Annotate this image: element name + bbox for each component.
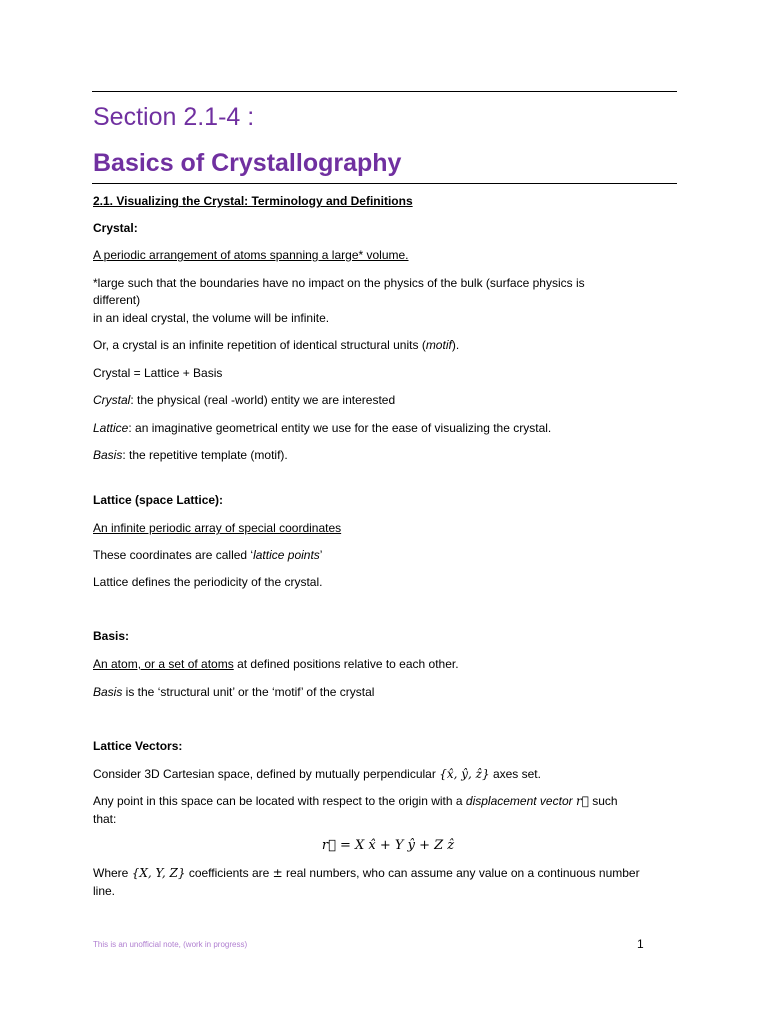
displacement-equation: r⃗ = X x̂ + Y ŷ + Z ẑ [321, 838, 455, 853]
crystal-desc: : the physical (real -world) entity we are interested [130, 393, 396, 407]
where-mid: coefficients are [185, 866, 273, 880]
crystal-heading: Crystal: [93, 221, 138, 235]
crystal-term-line [93, 392, 683, 410]
point-line [93, 793, 683, 811]
crystal-note-line1: *large such that the boundaries have no impact on the physics of the bulk (surface physics is [93, 276, 585, 290]
point-term: displacement vector [465, 794, 576, 808]
section-title: Section 2.1-4 : [93, 103, 255, 131]
basis-desc: : the repetitive template (motif). [122, 448, 288, 462]
basis-unit-line [93, 684, 683, 702]
basis-definition-rest: at defined positions relative to each other. [233, 657, 459, 671]
cartesian-set: {x̂, ŷ, ẑ} [439, 767, 490, 781]
basis-definition-underlined: An atom, or a set of atoms [93, 657, 234, 671]
points-suffix: ’ [319, 548, 323, 562]
points-term: lattice points [253, 548, 320, 562]
basis-definition [93, 656, 683, 674]
cartesian-line [93, 766, 683, 784]
document-title: Basics of Crystallography [93, 149, 402, 177]
top-rule [92, 91, 677, 92]
crystal-note-line3: in an ideal crystal, the volume will be infinite. [93, 311, 330, 325]
basis-unit-term: Basis [93, 685, 123, 699]
where-set: {X, Y, Z} [131, 866, 186, 880]
plus-minus-symbol: ± [272, 866, 283, 880]
basis-term: Basis [93, 448, 123, 462]
basis-term-line [93, 447, 683, 465]
basis-unit-desc: is the ‘structural unit’ or the ‘motif’ of the crystal [122, 685, 375, 699]
crystal-definition: A periodic arrangement of atoms spanning a large* volume. [93, 248, 409, 262]
title-rule [92, 183, 677, 184]
page-number: 1 [637, 937, 644, 951]
point-line2: that: [93, 812, 117, 826]
crystal-term: Crystal [93, 393, 131, 407]
cartesian-prefix: Consider 3D Cartesian space, defined by mutually perpendicular [93, 767, 440, 781]
where-suffix: real numbers, who can assume any value on a continuous number [282, 866, 640, 880]
or-motif: motif [425, 338, 452, 352]
crystal-equation: Crystal = Lattice + Basis [93, 366, 223, 380]
lattice-periodicity: Lattice defines the periodicity of the crystal. [93, 575, 323, 589]
point-prefix: Any point in this space can be located with respect to the origin with a [93, 794, 466, 808]
lattice-term-line [93, 420, 683, 438]
subsection-heading: 2.1. Visualizing the Crystal: Terminology and Definitions [93, 194, 413, 208]
or-suffix: ). [451, 338, 460, 352]
where-line [93, 865, 683, 883]
points-prefix: These coordinates are called ‘ [93, 548, 254, 562]
crystal-or-line [93, 337, 683, 355]
where-prefix: Where [93, 866, 132, 880]
footer-note: This is an unofficial note, (work in progress) [93, 940, 248, 949]
cartesian-suffix: axes set. [489, 767, 541, 781]
lattice-definition: An infinite periodic array of special coordinates [93, 521, 342, 535]
lattice-vectors-heading: Lattice Vectors: [93, 739, 183, 753]
basis-heading: Basis: [93, 629, 130, 643]
lattice-term: Lattice [93, 421, 129, 435]
lattice-desc: : an imaginative geometrical entity we use for the ease of visualizing the crystal. [128, 421, 552, 435]
lattice-heading: Lattice (space Lattice): [93, 493, 224, 507]
lattice-points-line [93, 547, 683, 565]
or-prefix: Or, a crystal is an infinite repetition of identical structural units ( [93, 338, 426, 352]
point-suffix: such [588, 794, 618, 808]
point-vector: r⃗ [575, 794, 589, 808]
crystal-note-line2: different) [93, 293, 141, 307]
where-line2: line. [93, 884, 116, 898]
